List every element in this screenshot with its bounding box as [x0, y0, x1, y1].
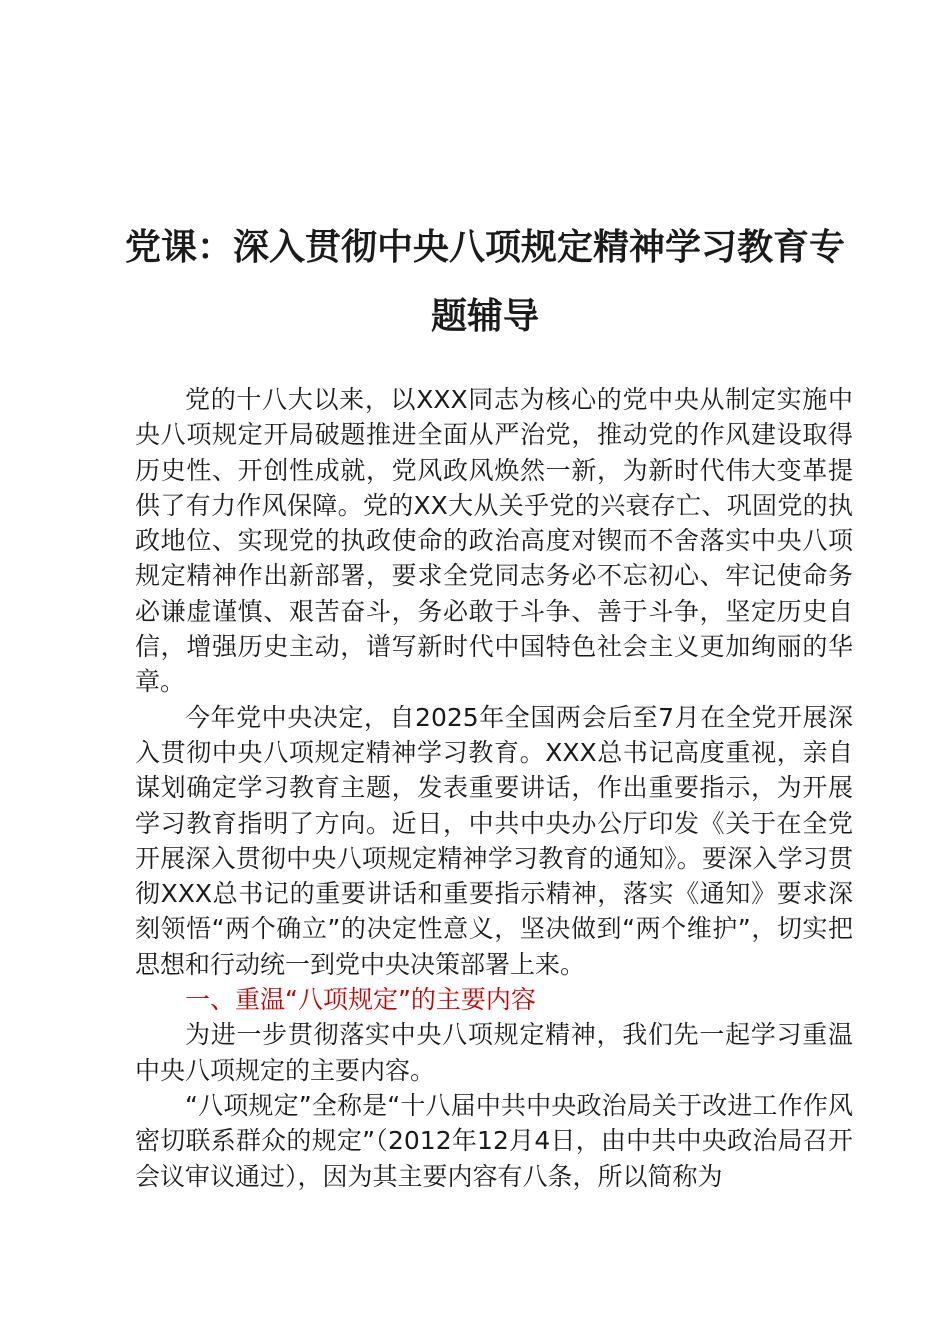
- document-title-line-2: 题辅导: [430, 296, 539, 337]
- paragraph-intro: 党的十八大以来，以XXX同志为核心的党中央从制定实施中央八项规定开局破题推进全面从严治党，推动党的作风建设取得历史性、开创性成就，党风政风焕然一新，为新时代伟大变革提供了有力作风保障。党的XX大从关乎党的兴衰存亡、巩固党的执政地位、实现党的执政使命的政治高度对锲而不舍落实中央八项规定精神作出新部署，要求全党同志务必不忘初心、牢记使命务必谦虚谨慎、艰苦奋斗，务必敢于斗争、善于斗争，坚定历史自信，增强历史主动，谱写新时代中国特色社会主义更加绚丽的华章。: [135, 385, 853, 697]
- section-heading: 一、重温“八项规定”的主要内容: [185, 985, 536, 1015]
- paragraph-section-2: “八项规定”全称是“十八届中共中央政治局关于改进工作作风密切联系群众的规定”（2012年12月4日，由中共中央政治局召开会议审议通过），因为其主要内容有八条，所以简称为: [135, 1090, 853, 1191]
- document-body: [135, 382, 853, 1194]
- paragraph-campaign: 今年党中央决定，自2025年全国两会后至7月在全党开展深入贯彻中央八项规定精神学习教育。XXX总书记高度重视，亲自谋划确定学习教育主题，发表重要讲话，作出重要指示，为开展学习教育指明了方向。近日，中共中央办公厅印发《关于在全党开展深入贯彻中央八项规定精神学习教育的通知》。要深入学习贯彻XXX总书记的重要讲话和重要指示精神，落实《通知》要求深刻领悟“两个确立”的决定性意义，坚决做到“两个维护”，切实把思想和行动统一到党中央决策部署上来。: [135, 702, 853, 979]
- paragraph-section-1: 为进一步贯彻落实中央八项规定精神，我们先一起学习重温中央八项规定的主要内容。: [135, 1020, 853, 1085]
- document-title-line-1: 党课：深入贯彻中央八项规定精神学习教育专: [124, 227, 845, 268]
